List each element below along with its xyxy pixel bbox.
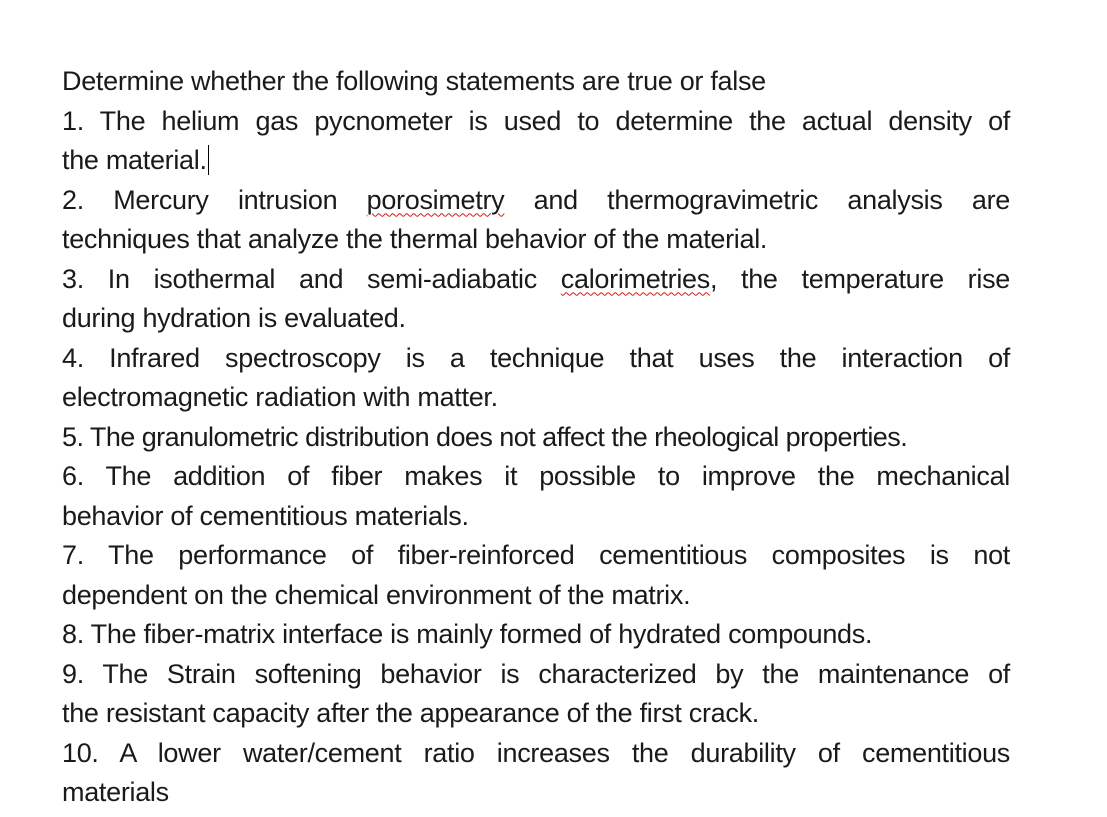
text-cursor bbox=[208, 145, 210, 175]
spellcheck-flagged-word[interactable]: calorimetries bbox=[560, 263, 710, 294]
statement-line bbox=[62, 457, 1010, 497]
statement-text: behavior of cementitious materials. bbox=[62, 500, 469, 531]
statement-6 bbox=[62, 457, 1010, 536]
statement-line bbox=[62, 734, 1010, 774]
statement-text: 6. The addition of fiber makes it possible to improve the mechanical bbox=[62, 461, 1010, 491]
statement-8 bbox=[62, 615, 1010, 655]
statement-line bbox=[62, 418, 1010, 458]
statement-text: 3. In isothermal and semi-adiabatic bbox=[62, 263, 561, 294]
instructions-heading: Determine whether the following statements are true or false bbox=[62, 66, 766, 96]
statement-text: during hydration is evaluated. bbox=[62, 303, 406, 333]
statement-5 bbox=[62, 418, 1010, 458]
statement-text: 10. A lower water/cement ratio increases the durability of cementitious bbox=[62, 737, 1010, 768]
statement-line bbox=[62, 378, 1010, 418]
statement-line bbox=[62, 339, 1010, 379]
statement-text: dependent on the chemical environment of the matrix. bbox=[62, 579, 691, 610]
statement-line bbox=[62, 655, 1010, 695]
statement-7 bbox=[62, 536, 1010, 615]
statement-line bbox=[62, 102, 1010, 142]
statement-text: 1. The helium gas pycnometer is used to determine the actual density of bbox=[62, 105, 1010, 136]
statement-text: the material. bbox=[62, 145, 207, 175]
statement-text: materials bbox=[62, 777, 169, 807]
statement-text: 5. The granulometric distribution does not affect the rheological properties. bbox=[62, 421, 908, 452]
statement-line bbox=[62, 141, 1010, 181]
statement-line bbox=[62, 220, 1010, 260]
statement-line bbox=[62, 576, 1010, 616]
statement-line bbox=[62, 536, 1010, 576]
statement-text: and thermogravimetric analysis are bbox=[504, 184, 1010, 215]
statement-text: the resistant capacity after the appearance of the first crack. bbox=[62, 698, 759, 728]
statement-line bbox=[62, 299, 1010, 339]
spellcheck-flagged-word[interactable]: porosimetry bbox=[366, 184, 505, 215]
statement-10 bbox=[62, 734, 1010, 813]
statement-line bbox=[62, 497, 1010, 537]
statement-text: 8. The fiber-matrix interface is mainly formed of hydrated compounds. bbox=[62, 619, 873, 649]
statement-text: 2. Mercury intrusion bbox=[62, 184, 367, 215]
statement-9 bbox=[62, 655, 1010, 734]
statement-2 bbox=[62, 181, 1010, 260]
statement-4 bbox=[62, 339, 1010, 418]
statement-text: 7. The performance of fiber-reinforced cementitious composites is not bbox=[62, 540, 1010, 570]
statement-text: , the temperature rise bbox=[709, 263, 1010, 294]
statement-text: techniques that analyze the thermal behavior of the material. bbox=[62, 224, 768, 254]
statement-text: electromagnetic radiation with matter. bbox=[62, 382, 498, 412]
statement-line bbox=[62, 773, 1010, 813]
statement-1 bbox=[62, 102, 1010, 181]
statement-line bbox=[62, 615, 1010, 655]
statement-3 bbox=[62, 260, 1010, 339]
statement-text: 4. Infrared spectroscopy is a technique that uses the interaction of bbox=[62, 342, 1010, 373]
document-body[interactable] bbox=[62, 62, 1010, 813]
statement-line bbox=[62, 181, 1010, 221]
statement-text: 9. The Strain softening behavior is characterized by the maintenance of bbox=[62, 658, 1010, 689]
statement-line bbox=[62, 260, 1010, 300]
statement-line bbox=[62, 694, 1010, 734]
